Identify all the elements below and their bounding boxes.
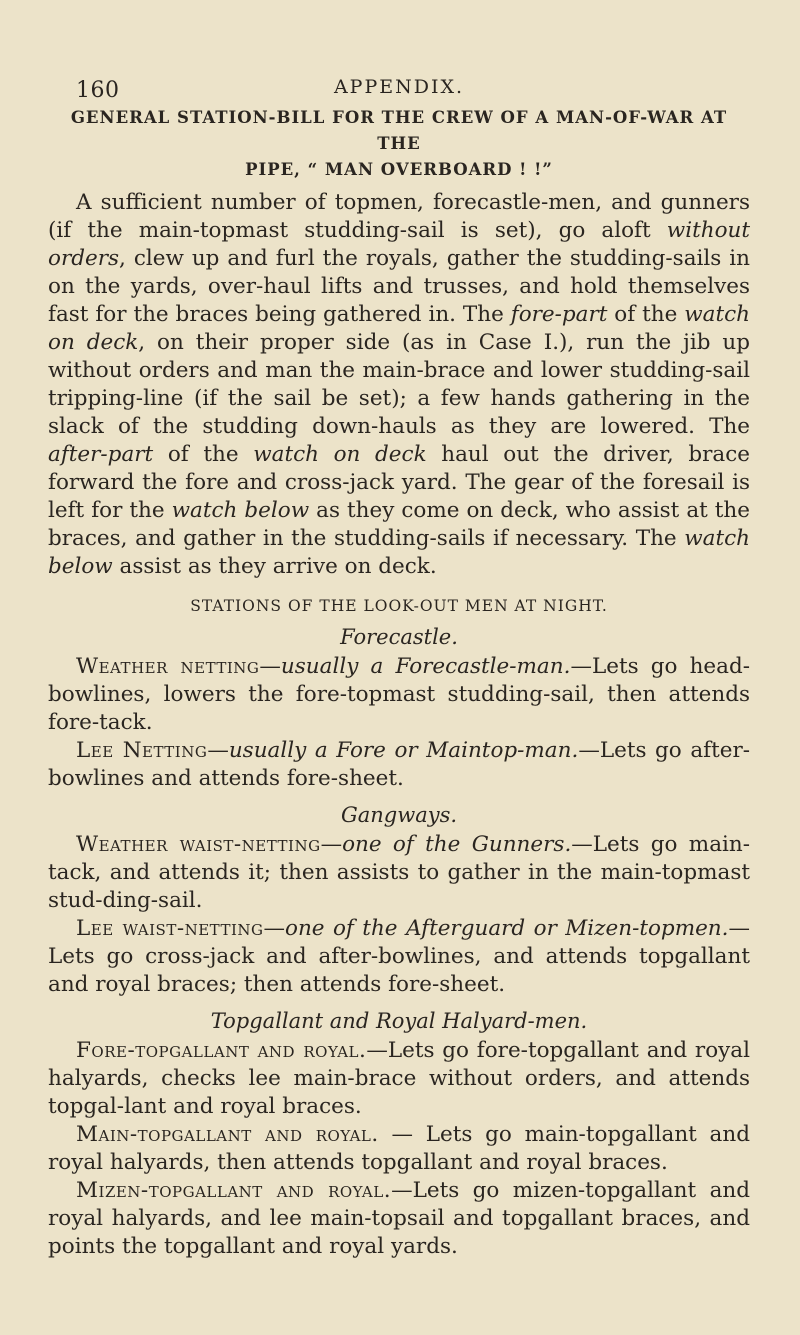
entry-role: usually a Forecastle-man. bbox=[280, 654, 571, 679]
entry-role: one of the Gunners. bbox=[342, 832, 572, 857]
entry-text: —Lets go head-bowlines, lowers the fore-topmast studding-sail, then attends fore-tack. bbox=[48, 654, 751, 735]
entry-text: — Lets go main-topgallant and royal halyards, then attends topgallant and royal braces. bbox=[48, 1122, 750, 1175]
entry-head: Fore-topgallant and royal. bbox=[76, 1038, 367, 1063]
entry-head: Weather waist-netting bbox=[76, 832, 321, 857]
intro-em-fore-part: fore-part bbox=[510, 302, 608, 327]
main-topgallant-entry bbox=[48, 1121, 750, 1177]
lookout-heading: STATIONS OF THE LOOK-OUT MEN AT NIGHT. bbox=[190, 597, 608, 615]
gangways-weather-entry: Weather waist-netting—one of the Gunners.—Lets go main-tack, and attends it; then assists to gather in the main-topmast stud-ding-sail. bbox=[48, 832, 751, 913]
forecastle-title: Forecastle. bbox=[340, 625, 458, 649]
intro-text-b: , clew up and furl the royals, gather the studding-sails in on the yards, over-haul lifts and trusses, and hold themselves fast for the braces being gathered in. The bbox=[48, 246, 750, 327]
entry-text: —Lets go fore-topgallant and royal halyards, checks lee main-brace without orders, and attends topgal-lant and royal braces. bbox=[48, 1038, 750, 1119]
gangways-title: Gangways. bbox=[340, 803, 458, 827]
intro-em-without-orders: without orders bbox=[48, 218, 750, 271]
intro-em-after-part: after-part bbox=[48, 442, 154, 467]
entry-head: Lee Netting bbox=[76, 738, 208, 763]
entry-head: Mizen-topgallant and royal. bbox=[76, 1178, 392, 1203]
entry-text: —Lets go after-bowlines and attends fore-sheet. bbox=[48, 738, 750, 791]
intro-em-watch-on-deck-1: watch on deck bbox=[48, 302, 750, 355]
entry-head: Weather netting bbox=[76, 654, 260, 679]
heading-line-2: PIPE, “ MAN OVERBOARD ! !” bbox=[245, 160, 553, 179]
intro-text-h: assist as they arrive on deck. bbox=[112, 554, 437, 579]
entry-role: usually a Fore or Maintop-man. bbox=[228, 738, 579, 763]
intro-text-f: haul out the driver, brace forward the fore and cross-jack yard. The gear of the foresail is left for the bbox=[48, 442, 750, 523]
entry-text: —Lets go mizen-topgallant and royal halyards, and lee main-topsail and topgallant braces, and points the topgallant and royal yards. bbox=[48, 1178, 751, 1259]
entry-head: Lee waist-netting bbox=[76, 916, 264, 941]
entry-text: — Lets go cross-jack and after-bowlines, and attends topgallant and royal braces; then attends fore-sheet. bbox=[48, 916, 750, 997]
forecastle-lee-entry: Lee Netting—usually a Fore or Maintop-man.—Lets go after-bowlines and attends fore-sheet. bbox=[48, 738, 750, 791]
forecastle-weather-entry: Weather netting—usually a Forecastle-man.—Lets go head-bowlines, lowers the fore-topmast studding-sail, then attends fore-tack. bbox=[48, 654, 751, 735]
heading-line-1: GENERAL STATION-BILL FOR THE CREW OF A MAN-OF-WAR AT THE bbox=[70, 108, 728, 153]
gangways-lee-entry: Lee waist-netting—one of the Afterguard or Mizen-topmen.— Lets go cross-jack and after-bowlines, and attends topgallant and royal braces; then attends fore-sheet. bbox=[48, 916, 750, 997]
page-number: 160 bbox=[76, 78, 120, 103]
intro-text-d: , on their proper side (as in Case I.), run the jib up without orders and man the main-brace and lower studding-sail tripping-line (if the sail be set); a few hands gathering in the slack of the studding down-hauls as they are lowered. The bbox=[48, 330, 750, 439]
intro-em-watch-below-1: watch below bbox=[171, 498, 310, 523]
entry-role: one of the Afterguard or Mizen-topmen. bbox=[285, 916, 729, 941]
page-header bbox=[48, 0, 750, 105]
intro-text-a: A sufficient number of topmen, forecastle-men, and gunners (if the main-topmast studding-sail is set), go aloft bbox=[48, 190, 750, 243]
station-bill-heading bbox=[48, 105, 750, 183]
intro-text-g: as they come on deck, who assist at the braces, and gather in the studding-sails if necessary. The bbox=[48, 498, 751, 551]
halyard-men-title: Topgallant and Royal Halyard-men. bbox=[210, 1009, 588, 1033]
intro-em-watch-below-2: watch below bbox=[48, 526, 750, 579]
mizen-topgallant-entry bbox=[48, 1177, 750, 1261]
intro-text-e: of the bbox=[153, 442, 254, 467]
entry-head: Main-topgallant and royal. bbox=[76, 1122, 379, 1147]
intro-em-watch-on-deck-2: watch on deck bbox=[253, 442, 427, 467]
intro-paragraph bbox=[48, 189, 750, 581]
entry-text: —Lets go main-tack, and attends it; then assists to gather in the main-topmast stud-ding-sail. bbox=[48, 832, 751, 913]
running-head: APPENDIX. bbox=[333, 76, 465, 98]
fore-topgallant-entry bbox=[48, 1037, 750, 1121]
intro-text-c: of the bbox=[607, 302, 685, 327]
